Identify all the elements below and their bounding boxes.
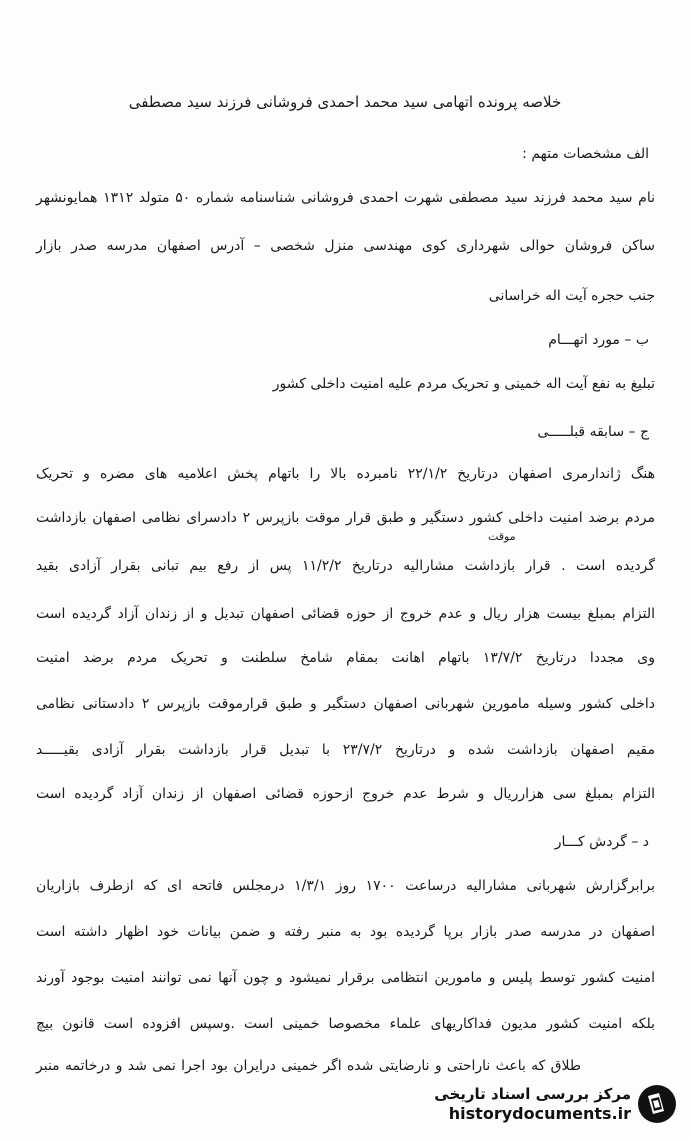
section-b-line: تبلیغ به نفع آیت اله خمینی و تحریک مردم علیه امنیت داخلی کشور <box>272 376 655 392</box>
section-b-heading: ب – مورد اتهـــام <box>548 332 649 348</box>
section-c-line: مقیم اصفهان بازداشت شده و درتاریخ ۲۳/۷/۲ با تبدیل قرار بازداشت بقرار آزادی بقیـــــد <box>36 742 656 758</box>
section-c-line: التزام بمبلغ بیست هزار ریال و عدم خروج از حوزه قضائی اصفهان تبدیل و از زندان آزاد گردیده است <box>36 606 655 622</box>
section-c-line: هنگ ژاندارمری اصفهان درتاریخ ۲۲/۱/۲ نامبرده بالا را باتهام پخش اعلامیه های مضره و تحریک <box>36 466 655 482</box>
margin-note: موقت <box>488 530 516 543</box>
watermark <box>434 1084 631 1124</box>
section-c-line: وی مجددا درتاریخ ۱۳/۷/۲ باتهام اهانت بمقام شامخ سلطنت و تحریک مردم برضد امنیت <box>36 650 655 666</box>
section-a-line: نام سید محمد فرزند سید مصطفی شهرت احمدی فروشانی شناسنامه شماره ۵۰ متولد ۱۳۱۲ همایونشهر <box>36 190 655 206</box>
organization-name: مرکز بررسی اسناد تاریخی <box>434 1085 631 1103</box>
section-a-heading: الف مشخصات متهم : <box>522 146 649 162</box>
section-a-line: ساکن فروشان حوالی شهرداری کوی مهندسی منزل شخصی – آدرس اصفهان مدرسه صدر بازار <box>36 238 655 254</box>
document-title: خلاصه پرونده اتهامی سید محمد احمدی فروشانی فرزند سید مصطفی <box>128 93 562 111</box>
section-d-line: بلکه امنیت کشور مدیون فداکاریهای علماء مخصوصا خمینی است .وسپس افزوده است قانون بیچ <box>36 1016 655 1032</box>
section-a-line: جنب حجره آیت اله خراسانی <box>488 288 655 304</box>
section-d-heading: د – گردش کـــار <box>554 834 649 850</box>
website-url: historydocuments.ir <box>448 1104 631 1123</box>
section-c-line: داخلی کشور وسیله مامورین شهربانی اصفهان دستگیر و طبق قرارموقت بازپرس ۲ دادستانی نظامی <box>36 696 656 712</box>
section-d-line: اصفهان در مدرسه صدر بازار برپا گردیده بود به منبر رفته و ضمن بیانات خود اظهار داشته است <box>36 924 655 940</box>
section-d-line: برابرگزارش شهربانی مشارالیه درساعت ۱۷۰۰ روز ۱/۳/۱ درمجلس فاتحه ای که ازطرف بازاریان <box>36 878 655 894</box>
section-c-line: گردیده است . قرار بازداشت مشارالیه درتاریخ ۱۱/۲/۲ پس از رفع بیم تبانی بقرار آزادی بقید <box>36 558 655 574</box>
section-c-line: مردم برضد امنیت داخلی کشور دستگیر و طبق قرار موقت بازپرس ۲ دادسرای نظامی اصفهان بازداشت <box>36 510 655 526</box>
section-d-line: طلاق که باعث ناراحتی و نارضایتی شده اگر خمینی درایران بود اجرا نمی شد و درخاتمه منبر <box>36 1058 581 1074</box>
history-documents-logo-icon <box>637 1084 677 1124</box>
section-c-heading: ج – سابقه قبلـــــی <box>537 424 649 440</box>
section-c-line: التزام بمبلغ سی هزارریال و شرط عدم خروج ازحوزه قضائی اصفهان از زندان آزاد گردیده است <box>36 786 655 802</box>
section-d-line: امنیت کشور توسط پلیس و مامورین انتظامی برقرار نمیشود و چون آنها نمی توانند امنیت بوجود آورند <box>36 970 655 986</box>
